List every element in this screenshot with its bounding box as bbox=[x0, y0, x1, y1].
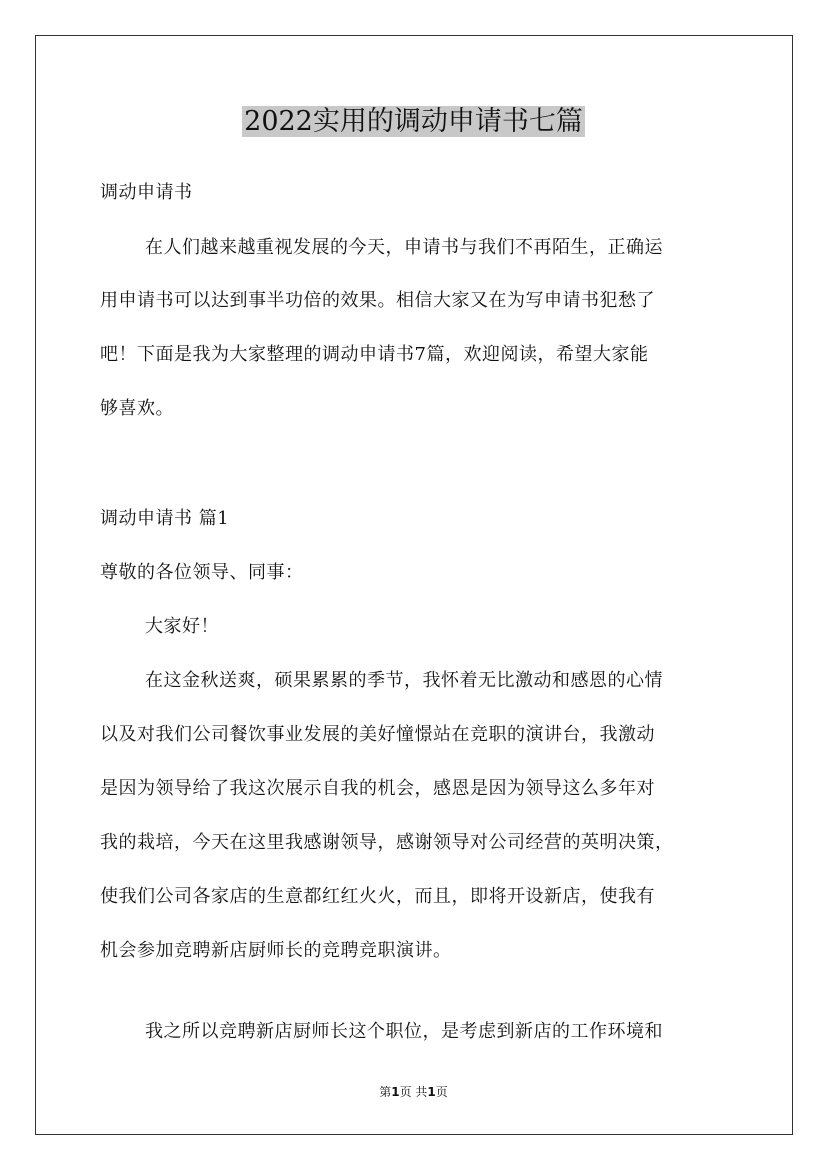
salutation: 尊敬的各位领导、同事： bbox=[100, 562, 304, 583]
paragraph-line: 使我们公司各家店的生意都红红火火，而且，即将开设新店，使我有 bbox=[100, 886, 655, 907]
paragraph-line: 是因为领导给了我这次展示自我的机会，感恩是因为领导这么多年对 bbox=[100, 778, 655, 799]
paragraph-line: 吧！下面是我为大家整理的调动申请书7篇，欢迎阅读，希望大家能 bbox=[100, 344, 649, 365]
section-heading: 调动申请书 篇1 bbox=[100, 508, 230, 529]
paragraph-line: 用申请书可以达到事半功倍的效果。相信大家又在为写申请书犯愁了 bbox=[100, 290, 655, 311]
greeting: 大家好！ bbox=[145, 616, 219, 637]
footer-mid: 页 共 bbox=[399, 1085, 428, 1099]
document-title bbox=[0, 102, 827, 142]
footer-suffix: 页 bbox=[435, 1085, 448, 1099]
footer-page-current: 1 bbox=[391, 1085, 400, 1099]
document-title-text: 2022实用的调动申请书七篇 bbox=[244, 106, 583, 137]
paragraph-line: 在人们越来越重视发展的今天，申请书与我们不再陌生，正确运 bbox=[145, 237, 663, 258]
paragraph-line: 机会参加竞聘新店厨师长的竞聘竞职演讲。 bbox=[100, 940, 452, 961]
paragraph-line: 我之所以竞聘新店厨师长这个职位，是考虑到新店的工作环境和 bbox=[145, 1021, 663, 1042]
page-footer bbox=[0, 1083, 827, 1101]
paragraph-line: 我的栽培，今天在这里我感谢领导，感谢领导对公司经营的英明决策， bbox=[100, 832, 674, 853]
footer-prefix: 第 bbox=[379, 1085, 392, 1099]
paragraph-line: 在这金秋送爽，硕果累累的季节，我怀着无比激动和感恩的心情 bbox=[145, 670, 663, 691]
footer-page-total: 1 bbox=[427, 1085, 436, 1099]
paragraph-line: 以及对我们公司餐饮事业发展的美好憧憬站在竞职的演讲台，我激动 bbox=[100, 724, 655, 745]
section-heading: 调动申请书 bbox=[100, 182, 193, 203]
paragraph-line: 够喜欢。 bbox=[100, 398, 174, 419]
